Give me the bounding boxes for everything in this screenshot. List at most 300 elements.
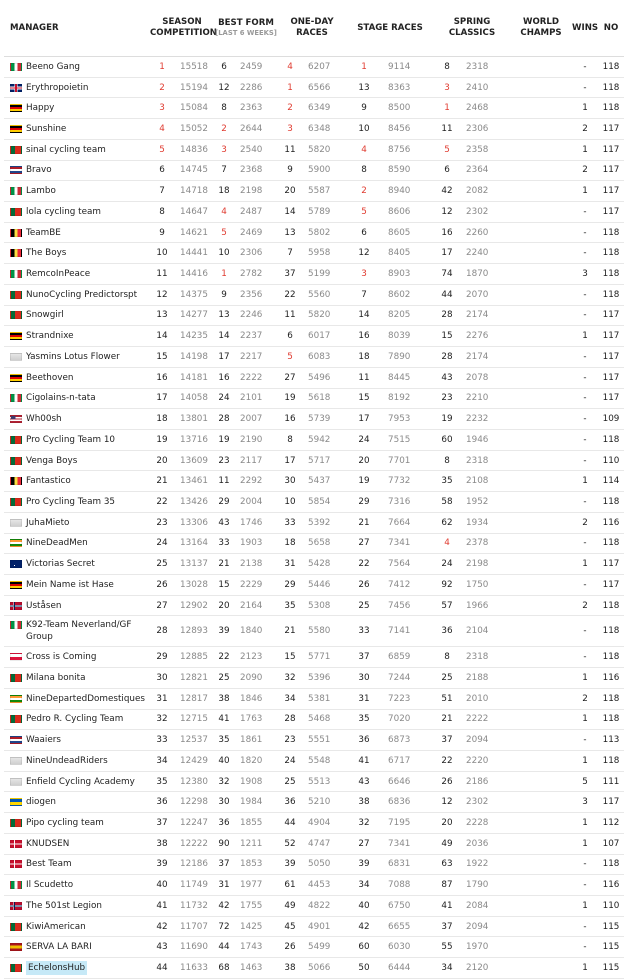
col-best-form[interactable]: [214, 0, 278, 57]
cell-wins: -: [572, 647, 598, 668]
cell-bf-rank: 32: [214, 771, 234, 792]
table-row: [4, 668, 624, 689]
cell-st-pts: 7953: [382, 409, 434, 430]
cell-st-pts: 8205: [382, 305, 434, 326]
table-row: [4, 709, 624, 730]
cell-st-rank: 21: [346, 512, 382, 533]
manager-link[interactable]: diogen: [26, 797, 56, 808]
cell-wc: [510, 326, 572, 347]
cell-wins: 1: [572, 958, 598, 979]
cell-od-rank: 7: [278, 243, 302, 264]
cell-s-pts: 14718: [174, 181, 214, 202]
cell-od-pts: 5820: [302, 139, 346, 160]
cell-sp-rank: 87: [434, 875, 460, 896]
col-stage[interactable]: [346, 0, 434, 57]
manager-link[interactable]: Pedro R. Cycling Team: [26, 714, 124, 725]
cell-no: 118: [598, 222, 624, 243]
cell-s-pts: 13028: [174, 574, 214, 595]
cell-bf-pts: 2487: [234, 202, 278, 223]
belgium-flag-icon: [10, 249, 22, 257]
cell-bf-pts: 1820: [234, 751, 278, 772]
generic-flag-icon: [10, 757, 22, 765]
cell-bf-rank: 8: [214, 98, 234, 119]
table-row: [4, 243, 624, 264]
cell-bf-rank: 13: [214, 305, 234, 326]
portugal-flag-icon: [10, 291, 22, 299]
manager-link[interactable]: NineDepartedDomestiques: [26, 693, 146, 704]
cell-no: 117: [598, 139, 624, 160]
cell-wins: -: [572, 492, 598, 513]
cell-st-pts: 7316: [382, 492, 434, 513]
cell-st-rank: 60: [346, 937, 382, 958]
cell-wc: [510, 730, 572, 751]
cell-s-pts: 15052: [174, 119, 214, 140]
manager-cell: [4, 160, 150, 181]
germany-flag-icon: [10, 332, 22, 340]
cell-st-rank: 4: [346, 139, 382, 160]
cell-s-rank: 7: [150, 181, 174, 202]
cell-st-pts: 7664: [382, 512, 434, 533]
manager-link[interactable]: Beeno Gang: [26, 61, 80, 72]
table-row: [4, 409, 624, 430]
cell-bf-pts: 2198: [234, 181, 278, 202]
cell-sp-pts: 1870: [460, 264, 510, 285]
cell-s-rank: 1: [150, 57, 174, 78]
cell-od-pts: 5381: [302, 688, 346, 709]
cell-bf-rank: 40: [214, 751, 234, 772]
cell-st-rank: 31: [346, 688, 382, 709]
cell-wins: -: [572, 77, 598, 98]
col-world[interactable]: [510, 0, 572, 57]
manager-link[interactable]: Strandnixe: [26, 331, 74, 342]
cell-wins: 1: [572, 554, 598, 575]
cell-sp-pts: 2094: [460, 916, 510, 937]
manager-link[interactable]: lola cycling team: [26, 206, 102, 217]
manager-link[interactable]: Pipo cycling team: [26, 818, 104, 829]
cell-no: 118: [598, 616, 624, 647]
manager-cell: [4, 730, 150, 751]
cell-bf-pts: 2469: [234, 222, 278, 243]
manager-link[interactable]: SERVA LA BARI: [26, 942, 92, 953]
cell-sp-rank: 36: [434, 616, 460, 647]
cell-s-pts: 11749: [174, 875, 214, 896]
cell-st-pts: 7020: [382, 709, 434, 730]
manager-link[interactable]: Venga Boys: [26, 455, 78, 466]
manager-link[interactable]: The 501st Legion: [26, 900, 102, 911]
cell-wc: [510, 450, 572, 471]
table-row: [4, 471, 624, 492]
cell-sp-pts: 2222: [460, 709, 510, 730]
manager-link[interactable]: Fantastico: [26, 476, 71, 487]
manager-link[interactable]: JuhaMieto: [26, 517, 70, 528]
cell-sp-pts: 1952: [460, 492, 510, 513]
cell-sp-pts: 2174: [460, 305, 510, 326]
cell-st-pts: 8500: [382, 98, 434, 119]
cell-sp-pts: 1966: [460, 595, 510, 616]
belgium-flag-icon: [10, 229, 22, 237]
cell-no: 118: [598, 709, 624, 730]
manager-link[interactable]: The Boys: [26, 248, 67, 259]
cell-od-rank: 32: [278, 668, 302, 689]
cell-od-pts: 4904: [302, 813, 346, 834]
cell-wins: 5: [572, 771, 598, 792]
cell-s-rank: 19: [150, 429, 174, 450]
cell-sp-pts: 2358: [460, 139, 510, 160]
cell-sp-pts: 2104: [460, 616, 510, 647]
manager-link[interactable]: Waaiers: [26, 735, 61, 746]
manager-link[interactable]: EchelonsHub: [28, 963, 86, 974]
cell-wins: -: [572, 284, 598, 305]
col-spring[interactable]: [434, 0, 510, 57]
cell-sp-pts: 2318: [460, 647, 510, 668]
germany-flag-icon: [10, 125, 22, 133]
cell-sp-rank: 5: [434, 139, 460, 160]
cell-no: 116: [598, 512, 624, 533]
manager-cell: [4, 202, 150, 223]
cell-bf-rank: 29: [214, 492, 234, 513]
cell-s-pts: 12429: [174, 751, 214, 772]
manager-link[interactable]: Uståsen: [26, 600, 62, 611]
manager-cell: [4, 668, 150, 689]
cell-sp-rank: 25: [434, 668, 460, 689]
col-best-form-label: BEST FORM: [218, 18, 274, 28]
col-wins[interactable]: [572, 0, 598, 57]
cell-wc: [510, 958, 572, 979]
cell-wins: 1: [572, 139, 598, 160]
cell-no: 116: [598, 668, 624, 689]
cell-od-pts: 5513: [302, 771, 346, 792]
cell-wins: -: [572, 57, 598, 78]
cell-bf-rank: 12: [214, 77, 234, 98]
cell-no: 115: [598, 958, 624, 979]
manager-cell: [4, 854, 150, 875]
manager-link[interactable]: Beethoven: [26, 372, 74, 383]
cell-st-pts: 6831: [382, 854, 434, 875]
cell-od-pts: 4453: [302, 875, 346, 896]
cell-bf-rank: 68: [214, 958, 234, 979]
ranking-table: [4, 0, 624, 979]
cell-st-pts: 6836: [382, 792, 434, 813]
cell-bf-rank: 37: [214, 854, 234, 875]
cell-bf-pts: 1903: [234, 533, 278, 554]
portugal-flag-icon: [10, 819, 22, 827]
cell-s-pts: 13461: [174, 471, 214, 492]
italy-flag-icon: [10, 881, 22, 889]
cell-wc: [510, 409, 572, 430]
col-manager[interactable]: [4, 0, 150, 57]
cell-no: 113: [598, 730, 624, 751]
cell-sp-rank: 3: [434, 77, 460, 98]
cell-bf-pts: 2459: [234, 57, 278, 78]
cell-st-pts: 7412: [382, 574, 434, 595]
cell-sp-rank: 1: [434, 98, 460, 119]
cell-st-rank: 24: [346, 429, 382, 450]
table-row: [4, 347, 624, 368]
cell-s-rank: 18: [150, 409, 174, 430]
cell-sp-rank: 60: [434, 429, 460, 450]
manager-link[interactable]: Erythropoietin: [26, 82, 89, 93]
cell-st-rank: 10: [346, 119, 382, 140]
cell-wc: [510, 854, 572, 875]
cell-wins: -: [572, 854, 598, 875]
manager-link[interactable]: Mein Name ist Hase: [26, 579, 114, 590]
usa-flag-icon: [10, 415, 22, 423]
cell-no: 115: [598, 916, 624, 937]
cell-sp-pts: 2010: [460, 688, 510, 709]
cell-st-pts: 6750: [382, 896, 434, 917]
cell-sp-pts: 1970: [460, 937, 510, 958]
cell-st-rank: 41: [346, 751, 382, 772]
table-row: [4, 264, 624, 285]
cell-bf-pts: 2123: [234, 647, 278, 668]
cell-s-pts: 14647: [174, 202, 214, 223]
cell-st-rank: 34: [346, 875, 382, 896]
cell-od-rank: 36: [278, 792, 302, 813]
cell-s-pts: 14277: [174, 305, 214, 326]
table-row: [4, 160, 624, 181]
cell-bf-rank: 25: [214, 668, 234, 689]
cell-no: 117: [598, 554, 624, 575]
cell-s-rank: 35: [150, 771, 174, 792]
cell-od-rank: 38: [278, 958, 302, 979]
cell-sp-rank: 23: [434, 388, 460, 409]
cell-sp-pts: 2078: [460, 367, 510, 388]
table-row: [4, 751, 624, 772]
cell-bf-rank: 16: [214, 367, 234, 388]
manager-link[interactable]: Cross is Coming: [26, 652, 97, 663]
cell-s-rank: 31: [150, 688, 174, 709]
cell-bf-pts: 1463: [234, 958, 278, 979]
manager-link[interactable]: Sunshine: [26, 124, 67, 135]
cell-wins: -: [572, 730, 598, 751]
table-row: [4, 730, 624, 751]
poland-flag-icon: [10, 653, 22, 661]
cell-wc: [510, 771, 572, 792]
cell-sp-rank: 44: [434, 284, 460, 305]
cell-st-rank: 30: [346, 668, 382, 689]
cell-no: 114: [598, 471, 624, 492]
cell-s-rank: 24: [150, 533, 174, 554]
cell-bf-rank: 90: [214, 833, 234, 854]
cell-sp-pts: 2378: [460, 533, 510, 554]
cell-s-rank: 23: [150, 512, 174, 533]
manager-link[interactable]: KiwiAmerican: [26, 921, 86, 932]
portugal-flag-icon: [10, 964, 22, 972]
manager-link[interactable]: Milana bonita: [26, 672, 86, 683]
cell-s-rank: 15: [150, 347, 174, 368]
denmark-flag-icon: [10, 860, 22, 868]
manager-link[interactable]: RemcoInPeace: [26, 269, 91, 280]
manager-link[interactable]: NineDeadMen: [26, 538, 88, 549]
cell-no: 118: [598, 98, 624, 119]
manager-link[interactable]: sinal cycling team: [26, 144, 106, 155]
manager-link[interactable]: TeamBE: [26, 227, 61, 238]
cell-no: 111: [598, 771, 624, 792]
cell-bf-rank: 20: [214, 595, 234, 616]
manager-cell: [4, 347, 150, 368]
cell-bf-rank: 36: [214, 813, 234, 834]
manager-cell: [4, 937, 150, 958]
cell-sp-pts: 2120: [460, 958, 510, 979]
cell-wc: [510, 57, 572, 78]
cell-s-pts: 12247: [174, 813, 214, 834]
manager-link[interactable]: Best Team: [26, 859, 72, 870]
cell-bf-pts: 2229: [234, 574, 278, 595]
cell-bf-pts: 1855: [234, 813, 278, 834]
cell-no: 118: [598, 77, 624, 98]
cell-sp-pts: 2318: [460, 450, 510, 471]
cell-no: 117: [598, 388, 624, 409]
cell-wins: 1: [572, 709, 598, 730]
cell-bf-pts: 1908: [234, 771, 278, 792]
cell-wc: [510, 160, 572, 181]
col-one-day[interactable]: [278, 0, 346, 57]
cell-sp-pts: 2468: [460, 98, 510, 119]
cell-s-rank: 38: [150, 833, 174, 854]
cell-s-pts: 14836: [174, 139, 214, 160]
col-manager-label: MANAGER: [10, 22, 59, 33]
manager-link[interactable]: Il Scudetto: [26, 880, 74, 891]
cell-s-pts: 13801: [174, 409, 214, 430]
cell-s-pts: 14745: [174, 160, 214, 181]
table-row: [4, 916, 624, 937]
cell-s-pts: 14375: [174, 284, 214, 305]
cell-wc: [510, 429, 572, 450]
cell-st-pts: 8456: [382, 119, 434, 140]
cell-st-pts: 6873: [382, 730, 434, 751]
cell-bf-rank: 15: [214, 574, 234, 595]
cell-st-pts: 7564: [382, 554, 434, 575]
cell-st-pts: 6444: [382, 958, 434, 979]
cell-od-pts: 5199: [302, 264, 346, 285]
italy-flag-icon: [10, 394, 22, 402]
cell-s-pts: 12821: [174, 668, 214, 689]
cell-st-rank: 50: [346, 958, 382, 979]
cell-s-pts: 12902: [174, 595, 214, 616]
cell-bf-rank: 17: [214, 347, 234, 368]
cell-st-pts: 8940: [382, 181, 434, 202]
cell-od-pts: 5942: [302, 429, 346, 450]
cell-st-rank: 14: [346, 305, 382, 326]
col-no[interactable]: [598, 0, 624, 57]
cell-sp-rank: 19: [434, 409, 460, 430]
cell-od-rank: 33: [278, 512, 302, 533]
cell-od-rank: 21: [278, 616, 302, 647]
cell-st-pts: 6030: [382, 937, 434, 958]
cell-st-pts: 8756: [382, 139, 434, 160]
cell-sp-rank: 21: [434, 709, 460, 730]
manager-link[interactable]: Pro Cycling Team 10: [26, 434, 116, 445]
manager-link[interactable]: NineUndeadRiders: [26, 755, 108, 766]
manager-link[interactable]: Wh00sh: [26, 414, 62, 425]
cell-bf-rank: 41: [214, 709, 234, 730]
cell-sp-rank: 24: [434, 554, 460, 575]
cell-s-rank: 29: [150, 647, 174, 668]
cell-no: 118: [598, 264, 624, 285]
manager-link[interactable]: KNUDSEN: [26, 838, 70, 849]
manager-cell: [4, 471, 150, 492]
cell-sp-rank: 28: [434, 347, 460, 368]
manager-cell: [4, 139, 150, 160]
cell-st-rank: 27: [346, 533, 382, 554]
cell-sp-rank: 92: [434, 574, 460, 595]
manager-link[interactable]: Bravo: [26, 165, 52, 176]
cell-s-rank: 32: [150, 709, 174, 730]
cell-bf-pts: 2090: [234, 668, 278, 689]
australia-flag-icon: [10, 560, 22, 568]
manager-link[interactable]: Happy: [26, 103, 55, 114]
cell-od-pts: 5428: [302, 554, 346, 575]
cell-od-rank: 22: [278, 284, 302, 305]
cell-st-rank: 27: [346, 833, 382, 854]
manager-link[interactable]: Yasmins Lotus Flower: [26, 351, 120, 362]
cell-st-pts: 7456: [382, 595, 434, 616]
table-row: [4, 688, 624, 709]
manager-link[interactable]: Lambo: [26, 186, 56, 197]
table-row: [4, 896, 624, 917]
cell-no: 107: [598, 833, 624, 854]
cell-no: 117: [598, 305, 624, 326]
cell-sp-rank: 8: [434, 450, 460, 471]
cell-od-pts: 4822: [302, 896, 346, 917]
germany-flag-icon: [10, 581, 22, 589]
cell-s-pts: 12537: [174, 730, 214, 751]
italy-flag-icon: [10, 621, 22, 629]
cell-st-rank: 29: [346, 492, 382, 513]
cell-s-pts: 15084: [174, 98, 214, 119]
cell-s-rank: 5: [150, 139, 174, 160]
cell-s-rank: 43: [150, 937, 174, 958]
portugal-flag-icon: [10, 923, 22, 931]
manager-link[interactable]: NunoCycling Predictorspt: [26, 289, 138, 300]
cell-s-rank: 22: [150, 492, 174, 513]
cell-sp-rank: 58: [434, 492, 460, 513]
manager-link[interactable]: Victorias Secret: [26, 559, 95, 570]
belgium-flag-icon: [10, 477, 22, 485]
cell-bf-rank: 19: [214, 429, 234, 450]
manager-cell: [4, 813, 150, 834]
manager-cell: [4, 533, 150, 554]
col-world-label: WORLD CHAMPS: [520, 17, 562, 38]
col-season[interactable]: [150, 0, 217, 57]
uk-flag-icon: [10, 84, 22, 92]
manager-link[interactable]: Snowgirl: [26, 310, 64, 321]
manager-cell: [4, 595, 150, 616]
cell-sp-pts: 2094: [460, 730, 510, 751]
cell-wc: [510, 243, 572, 264]
manager-cell: [4, 958, 150, 979]
cell-s-rank: 11: [150, 264, 174, 285]
cell-bf-rank: 28: [214, 409, 234, 430]
manager-cell: [4, 512, 150, 533]
cell-st-rank: 32: [346, 813, 382, 834]
manager-link[interactable]: Enfield Cycling Academy: [26, 776, 135, 787]
cell-no: 118: [598, 492, 624, 513]
cell-wc: [510, 813, 572, 834]
cell-bf-rank: 38: [214, 688, 234, 709]
table-row: [4, 813, 624, 834]
manager-link[interactable]: Pro Cycling Team 35: [26, 496, 116, 507]
cell-wins: 1: [572, 813, 598, 834]
cell-od-rank: 17: [278, 450, 302, 471]
manager-link[interactable]: Cigolains-n-tata: [26, 393, 96, 404]
cell-s-rank: 28: [150, 616, 174, 647]
cell-s-pts: 12380: [174, 771, 214, 792]
cell-wins: -: [572, 450, 598, 471]
manager-link[interactable]: K92-Team Neverland/GF Group: [26, 620, 132, 643]
cell-bf-rank: 31: [214, 875, 234, 896]
cell-st-rank: 33: [346, 616, 382, 647]
